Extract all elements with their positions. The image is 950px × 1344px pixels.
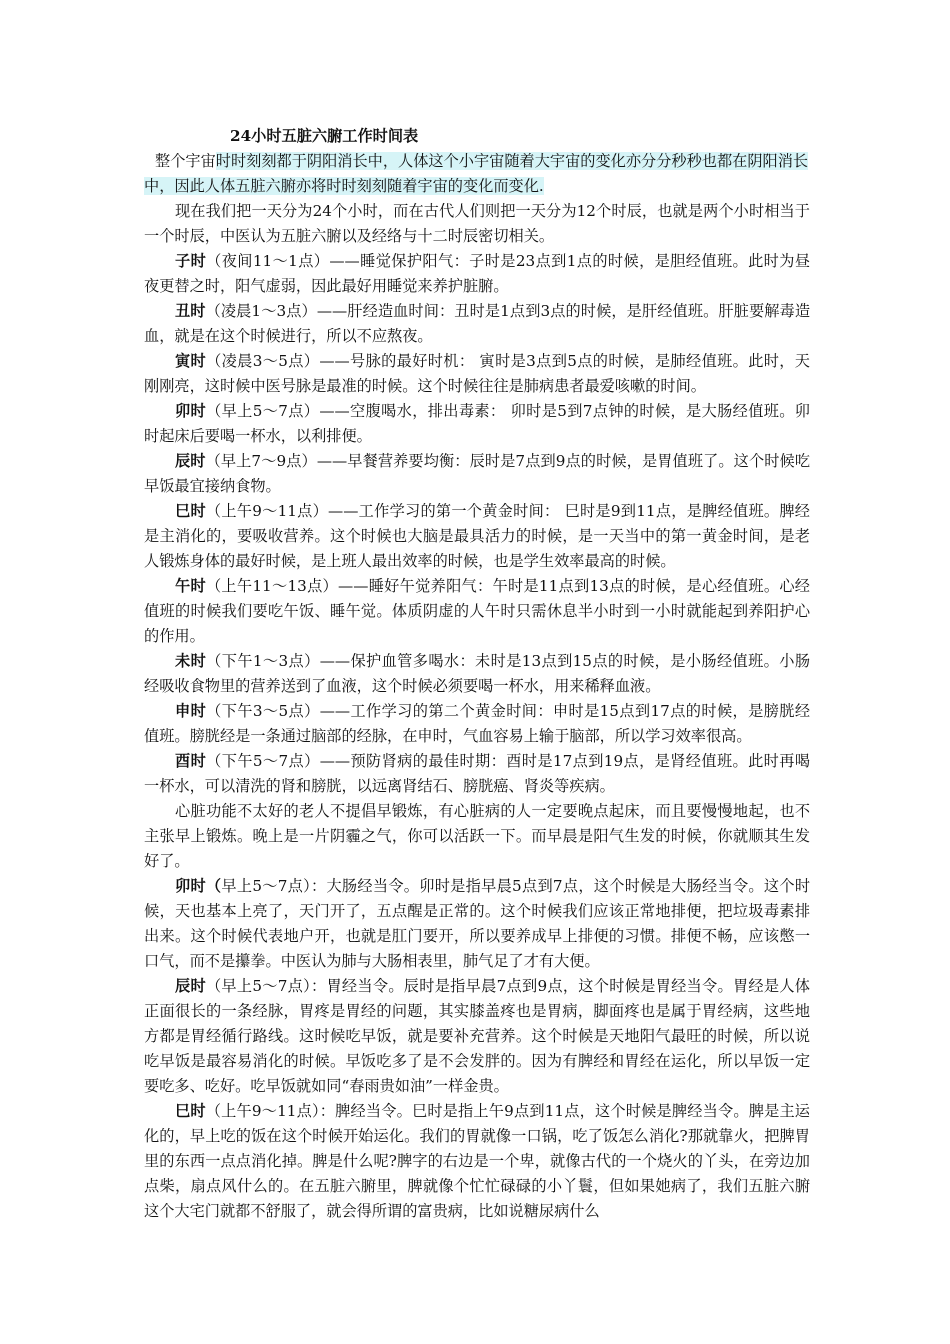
paragraph-term: 酉时 (175, 752, 207, 770)
paragraph-text: （夜间11～1点）——睡觉保护阳气：子时是23点到1点的时候，是胆经值班。此时为昼夜更替之时，阳气虚弱，因此最好用睡觉来养护脏腑。 (144, 252, 811, 295)
paragraph-term: 午时 (175, 577, 206, 595)
paragraph-text: （下午3～5点）——工作学习的第二个黄金时间：申时是15点到17点的时候，是膀胱经值班。膀胱经是一条通过脑部的经脉，在申时，气血容易上输于脑部，所以学习效率很高。 (144, 702, 811, 745)
intro-highlight: 时时刻刻都于阴阳消长中，人体这个小宇宙随着大宇宙的变化亦分分秒秒也都在阴阳消长中，因此人体五脏六腑亦将时时刻刻随着宇宙的变化而变化. (144, 152, 809, 195)
intro-lead: 整个宇宙 (155, 152, 216, 170)
paragraph-term: 巳时 (175, 502, 206, 520)
paragraph-text: （早上7～9点）——早餐营养要均衡：辰时是7点到9点的时候，是胃值班了。这个时候吃早饭最宜接纳食物。 (144, 452, 811, 495)
paragraph-yin (144, 349, 810, 399)
paragraph-text: （凌晨3～5点）——号脉的最好时机： 寅时是3点到5点的时候，是肺经值班。此时，天刚刚亮，这时候中医号脉是最准的时候。这个时候往往是肺病患者最爱咳嗽的时间。 (144, 352, 810, 395)
paragraph-term: 卯时 (175, 402, 207, 420)
paragraph-text: 心脏功能不太好的老人不提倡早锻炼，有心脏病的人一定要晚点起床，而且要慢慢地起，也不主张早上锻炼。晚上是一片阴霾之气，你可以活跃一下。而早晨是阳气生发的时候，你就顺其生发好了。 (144, 802, 810, 870)
document-title: 24小时五脏六腑工作时间表 (230, 127, 419, 145)
paragraph-text: （早上5～7点）：胃经当令。辰时是指早晨7点到9点，这个时候是胃经当令。胃经是人体正面很长的一条经脉，胃疼是胃经的问题，其实膝盖疼也是胃病，脚面疼也是属于胃经病，这些地方都是胃经循行路线。这时候吃早饭，就是要补充营养。这个时候是天地阳气最旺的时候，所以说吃早饭是最容易消化的时候。早饭吃多了是不会发胖的。因为有脾经和胃经在运化，所以早饭一定要吃多、吃好。吃早饭就如同“春雨贵如油”一样金贵。 (144, 977, 810, 1095)
document-page (144, 124, 810, 1224)
paragraph-mao (144, 399, 810, 449)
paragraph-heart-advice (144, 799, 810, 874)
paragraph-text: 现在我们把一天分为24个小时，而在古代人们则把一天分为12个时辰，也就是两个小时相当于一个时辰，中医认为五脏六腑以及经络与十二时辰密切相关。 (144, 202, 810, 245)
paragraph-term: 申时 (175, 702, 207, 720)
paragraph-text: （凌晨1～3点）——肝经造血时间：丑时是1点到3点的时候，是肝经值班。肝脏要解毒造血，就是在这个时候进行，所以不应熬夜。 (144, 302, 811, 345)
paragraph-term: 丑时 (175, 302, 206, 320)
paragraph-chou (144, 299, 810, 349)
paragraph-term: 寅时 (175, 352, 207, 370)
paragraph-mao-detail (144, 874, 810, 974)
paragraph-chen (144, 449, 810, 499)
paragraph-si-detail (144, 1099, 810, 1224)
paragraph-text: （上午9～11点）：脾经当令。巳时是指上午9点到11点，这个时候是脾经当令。脾是主运化的，早上吃的饭在这个时候开始运化。我们的胃就像一口锅，吃了饭怎么消化?那就靠火，把脾胃里的东西一点点消化掉。脾是什么呢?脾字的右边是一个卑，就像古代的一个烧火的丫头，在旁边加点柴，扇点风什么的。在五脏六腑里，脾就像个忙忙碌碌的小丫鬟，但如果她病了，我们五脏六腑这个大宅门就都不舒服了，就会得所谓的富贵病，比如说糖尿病什么 (144, 1102, 810, 1220)
paragraph-overview (144, 199, 810, 249)
paragraph-text: （下午5～7点）——预防肾病的最佳时期：酉时是17点到19点，是肾经值班。此时再喝一杯水，可以清洗的肾和膀胱，以远离肾结石、膀胱癌、肾炎等疾病。 (144, 752, 811, 795)
paragraph-text: （上午9～11点）——工作学习的第一个黄金时间： 巳时是9到11点，是脾经值班。脾经是主消化的，要吸收营养。这个时候也大脑是最具活力的时候，是一天当中的第一黄金时间，是老人锻炼身体的最好时候，是上班人最出效率的时候，也是学生效率最高的时候。 (144, 502, 810, 570)
paragraph-si (144, 499, 810, 574)
paragraph-term: 辰时 (175, 452, 206, 470)
paragraph-text: （早上5～7点）——空腹喝水，排出毒素： 卯时是5到7点钟的时候，是大肠经值班。卯时起床后要喝一杯水，以利排便。 (144, 402, 810, 445)
paragraph-text: 早上5～7点）：大肠经当令。卯时是指早晨5点到7点，这个时候是大肠经当令。这个时候，天也基本上亮了，天门开了，五点醒是正常的。这个时候我们应该正常地排便，把垃圾毒素排出来。这个时候代表地户开，也就是肛门要开，所以要养成早上排便的习惯。排便不畅，应该憋一口气，而不是攥拳。中医认为肺与大肠相表里，肺气足了才有大便。 (144, 877, 811, 970)
paragraph-wei (144, 649, 810, 699)
paragraph-you (144, 749, 810, 799)
paragraph-term: 卯时（ (175, 877, 222, 895)
paragraph-term: 巳时 (175, 1102, 206, 1120)
intro-paragraph (144, 149, 810, 199)
paragraph-chen-detail (144, 974, 810, 1099)
paragraph-term: 未时 (175, 652, 207, 670)
paragraph-term: 辰时 (175, 977, 206, 995)
paragraph-text: （下午1～3点）——保护血管多喝水：未时是13点到15点的时候，是小肠经值班。小肠经吸收食物里的营养送到了血液，这个时候必须要喝一杯水，用来稀释血液。 (144, 652, 811, 695)
paragraph-zi (144, 249, 810, 299)
paragraph-term: 子时 (175, 252, 207, 270)
paragraph-shen (144, 699, 810, 749)
paragraph-text: （上午11～13点）——睡好午觉养阳气：午时是11点到13点的时候，是心经值班。心经值班的时候我们要吃午饭、睡午觉。体质阴虚的人午时只需休息半小时到一小时就能起到养阳护心的作用。 (144, 577, 810, 645)
paragraph-wu (144, 574, 810, 649)
